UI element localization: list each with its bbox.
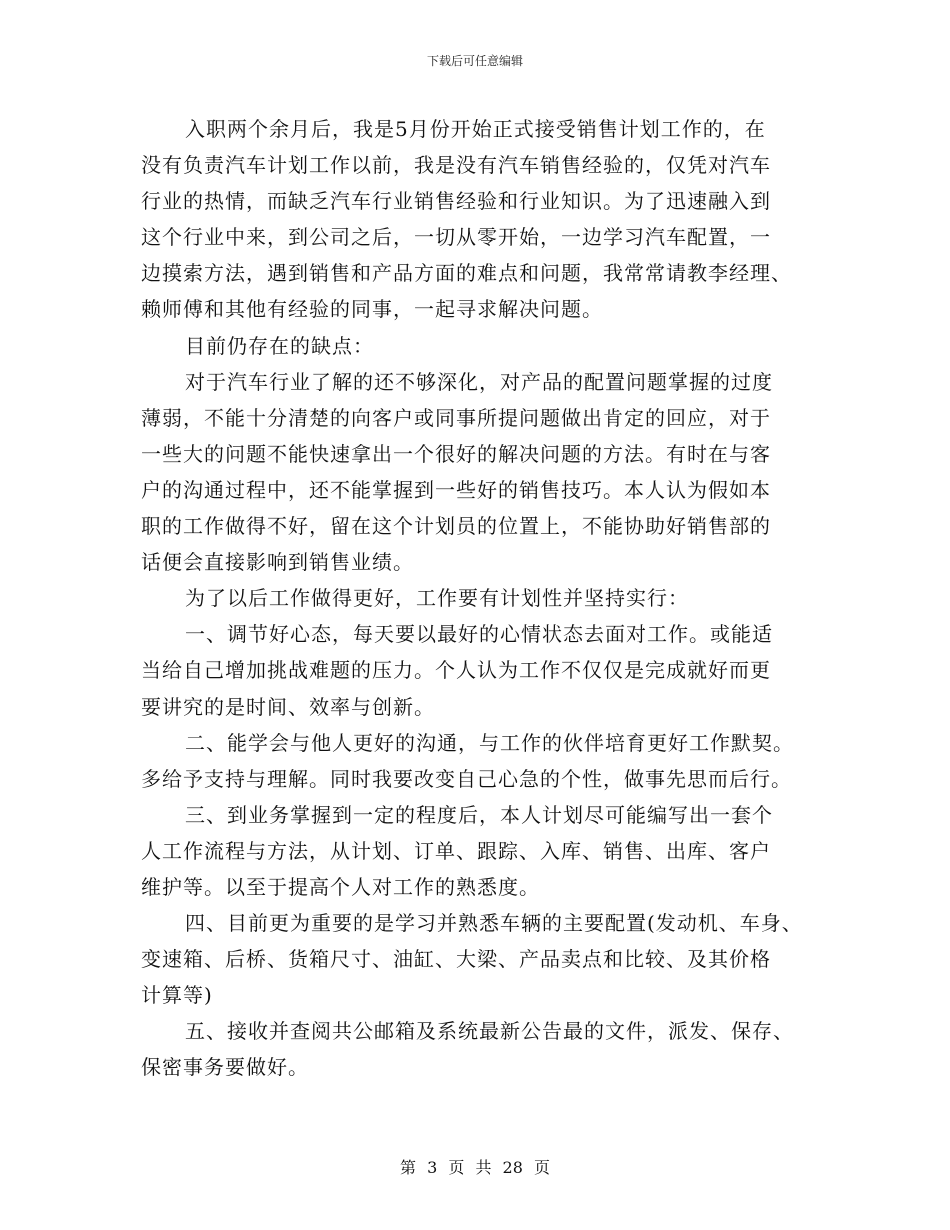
text-line: 话便会直接影响到销售业绩。 bbox=[141, 550, 414, 575]
text-line: 边摸索方法，遇到销售和产品方面的难点和问题，我常常请教李经理、 bbox=[141, 261, 792, 286]
text-line: 当给自己增加挑战难题的压力。个人认为工作不仅仅是完成就好而更 bbox=[141, 658, 771, 683]
text-line: 目前仍存在的缺点： bbox=[185, 333, 374, 358]
text-line: 维护等。以至于提高个人对工作的熟悉度。 bbox=[141, 874, 540, 899]
text-line: 这个行业中来，到公司之后，一切从零开始，一边学习汽车配置，一 bbox=[141, 225, 771, 250]
text-line: 要讲究的是时间、效率与创新。 bbox=[141, 694, 435, 719]
text-line: 薄弱，不能十分清楚的向客户或同事所提问题做出肯定的回应，对于 bbox=[141, 405, 771, 430]
text-line: 计算等) bbox=[141, 983, 213, 1008]
text-line: 人工作流程与方法，从计划、订单、跟踪、入库、销售、出库、客户 bbox=[141, 838, 771, 863]
text-line: 对于汽车行业了解的还不够深化，对产品的配置问题掌握的过度 bbox=[185, 369, 773, 394]
page-footer: 第 3 页 共 28 页 bbox=[400, 1158, 550, 1177]
text-line: 赖师傅和其他有经验的同事，一起寻求解决问题。 bbox=[141, 297, 603, 322]
text-line: 入职两个余月后，我是5月份开始正式接受销售计划工作的，在 bbox=[185, 117, 766, 141]
text-line: 保密事务要做好。 bbox=[141, 1055, 309, 1080]
text-line: 二、能学会与他人更好的沟通，与工作的伙伴培育更好工作默契。 bbox=[185, 730, 794, 755]
text-line: 一些大的问题不能快速拿出一个很好的解决问题的方法。有时在与客 bbox=[141, 441, 771, 466]
text-line: 户的沟通过程中，还不能掌握到一些好的销售技巧。本人认为假如本 bbox=[141, 477, 771, 502]
text-line: 职的工作做得不好，留在这个计划员的位置上，不能协助好销售部的 bbox=[141, 514, 771, 539]
text-line: 行业的热情，而缺乏汽车行业销售经验和行业知识。为了迅速融入到 bbox=[141, 189, 771, 214]
text-line: 为了以后工作做得更好，工作要有计划性并坚持实行： bbox=[185, 586, 689, 611]
text-line: 多给予支持与理解。同时我要改变自己心急的个性，做事先思而后行。 bbox=[141, 766, 792, 791]
text-line: 没有负责汽车计划工作以前，我是没有汽车销售经验的，仅凭对汽车 bbox=[141, 153, 771, 178]
text-line: 一、调节好心态，每天要以最好的心情状态去面对工作。或能适 bbox=[185, 622, 773, 647]
text-line: 五、接收并查阅共公邮箱及系统最新公告最的文件，派发、保存、 bbox=[185, 1019, 794, 1044]
text-line: 四、目前更为重要的是学习并熟悉车辆的主要配置(发动机、车身、 bbox=[185, 911, 803, 936]
text-line: 三、到业务掌握到一定的程度后，本人计划尽可能编写出一套个 bbox=[185, 802, 773, 827]
page-header: 下载后可任意编辑 bbox=[426, 54, 523, 68]
document-body bbox=[141, 111, 831, 1086]
text-line: 变速箱、后桥、货箱尺寸、油缸、大梁、产品卖点和比较、及其价格 bbox=[141, 947, 771, 972]
